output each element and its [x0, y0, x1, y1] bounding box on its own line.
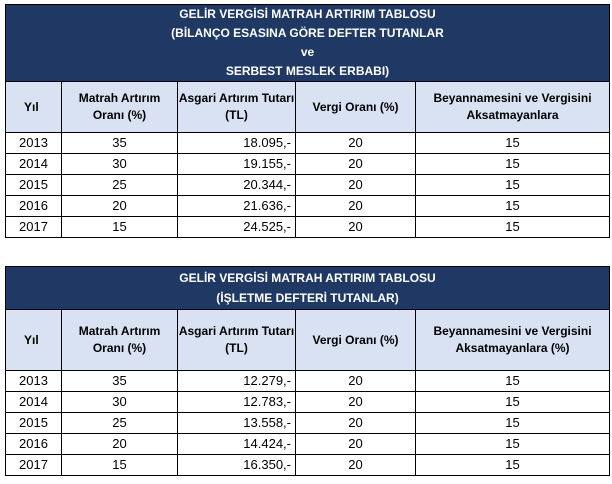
- cell-rate: 30: [62, 154, 178, 175]
- cell-compliant: 15: [416, 154, 610, 175]
- table-row: [6, 154, 610, 175]
- cell-compliant: 15: [416, 455, 610, 476]
- cell-tax-rate: 20: [296, 371, 416, 392]
- cell-compliant: 15: [416, 196, 610, 217]
- cell-amount: 12.279,-: [178, 371, 296, 392]
- cell-rate: 25: [62, 413, 178, 434]
- cell-amount: 24.525,-: [178, 217, 296, 238]
- cell-tax-rate: 20: [296, 154, 416, 175]
- cell-amount: 14.424,-: [178, 434, 296, 455]
- header-year: Yıl: [6, 82, 62, 133]
- cell-year: 2017: [6, 217, 62, 238]
- cell-amount: 21.636,-: [178, 196, 296, 217]
- cell-amount: 20.344,-: [178, 175, 296, 196]
- cell-tax-rate: 20: [296, 133, 416, 154]
- cell-year: 2013: [6, 133, 62, 154]
- cell-amount: 12.783,-: [178, 392, 296, 413]
- cell-tax-rate: 20: [296, 175, 416, 196]
- cell-amount: 16.350,-: [178, 455, 296, 476]
- cell-tax-rate: 20: [296, 413, 416, 434]
- table-row: [6, 196, 610, 217]
- cell-compliant: 15: [416, 217, 610, 238]
- header-compliant: Beyannamesini ve Vergisini Aksatmayanlara: [416, 82, 610, 133]
- cell-rate: 15: [62, 455, 178, 476]
- header-compliant: Beyannamesini ve Vergisini Aksatmayanlara (%): [416, 310, 610, 371]
- cell-rate: 25: [62, 175, 178, 196]
- table-row: [6, 413, 610, 434]
- table-row: [6, 371, 610, 392]
- title-line: GELİR VERGİSİ MATRAH ARTIRIM TABLOSU: [179, 7, 436, 21]
- table-title-row: [6, 267, 610, 310]
- title-line: ve: [300, 45, 315, 59]
- table-row: [6, 434, 610, 455]
- cell-compliant: 15: [416, 434, 610, 455]
- table-title-row: [6, 5, 610, 82]
- cell-year: 2014: [6, 154, 62, 175]
- header-row: [6, 310, 610, 371]
- header-tax-rate: Vergi Oranı (%): [296, 82, 416, 133]
- title-line: GELİR VERGİSİ MATRAH ARTIRIM TABLOSU: [179, 271, 436, 285]
- header-min-amount: Asgari Artırım Tutarı (TL): [178, 310, 296, 371]
- cell-rate: 30: [62, 392, 178, 413]
- cell-rate: 15: [62, 217, 178, 238]
- cell-year: 2016: [6, 196, 62, 217]
- cell-amount: 13.558,-: [178, 413, 296, 434]
- cell-compliant: 15: [416, 392, 610, 413]
- cell-tax-rate: 20: [296, 455, 416, 476]
- cell-year: 2015: [6, 175, 62, 196]
- cell-year: 2017: [6, 455, 62, 476]
- cell-rate: 35: [62, 133, 178, 154]
- title-line: SERBEST MESLEK ERBABI): [225, 64, 390, 78]
- cell-rate: 20: [62, 196, 178, 217]
- title-line: (BİLANÇO ESASINA GÖRE DEFTER TUTANLAR: [171, 26, 444, 40]
- header-row: [6, 82, 610, 133]
- table-row: [6, 455, 610, 476]
- header-rate: Matrah Artırım Oranı (%): [62, 82, 178, 133]
- cell-tax-rate: 20: [296, 196, 416, 217]
- cell-compliant: 15: [416, 133, 610, 154]
- cell-rate: 35: [62, 371, 178, 392]
- matrah-table-bilanco: [5, 4, 610, 238]
- cell-year: 2013: [6, 371, 62, 392]
- table-title: [6, 5, 610, 82]
- cell-compliant: 15: [416, 413, 610, 434]
- cell-amount: 18.095,-: [178, 133, 296, 154]
- cell-year: 2015: [6, 413, 62, 434]
- cell-year: 2014: [6, 392, 62, 413]
- cell-rate: 20: [62, 434, 178, 455]
- matrah-table-isletme: [5, 266, 610, 476]
- cell-compliant: 15: [416, 371, 610, 392]
- cell-amount: 19.155,-: [178, 154, 296, 175]
- cell-compliant: 15: [416, 175, 610, 196]
- title-line: (İŞLETME DEFTERİ TUTANLAR): [216, 291, 399, 305]
- header-rate: Matrah Artırım Oranı (%): [62, 310, 178, 371]
- header-year: Yıl: [6, 310, 62, 371]
- table-row: [6, 175, 610, 196]
- table-row: [6, 392, 610, 413]
- cell-tax-rate: 20: [296, 392, 416, 413]
- table-row: [6, 133, 610, 154]
- table-row: [6, 217, 610, 238]
- cell-tax-rate: 20: [296, 217, 416, 238]
- cell-year: 2016: [6, 434, 62, 455]
- header-tax-rate: Vergi Oranı (%): [296, 310, 416, 371]
- cell-tax-rate: 20: [296, 434, 416, 455]
- header-min-amount: Asgari Artırım Tutarı (TL): [178, 82, 296, 133]
- table-title: [6, 267, 610, 310]
